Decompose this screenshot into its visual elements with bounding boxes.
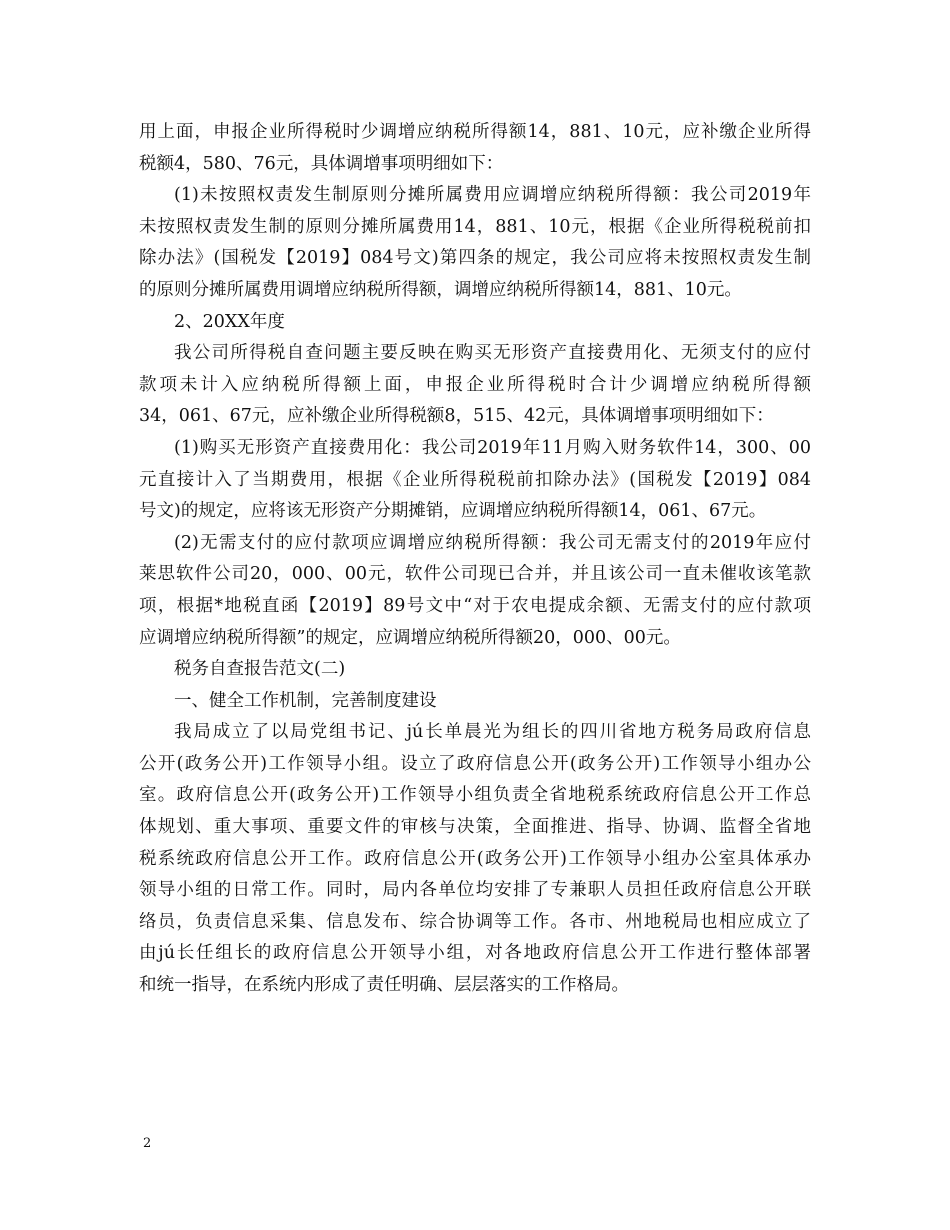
paragraph — [139, 528, 811, 654]
text-line: 一、健全工作机制，完善制度建设 — [174, 690, 437, 711]
document-body — [139, 117, 811, 1002]
text-line: (2)无需支付的应付款项应调增应纳税所得额：我公司无需支付的2019年应付 — [174, 532, 811, 553]
paragraph — [139, 338, 811, 433]
text-line: 元直接计入了当期费用，根据《企业所得税税前扣除办法》(国税发【2019】084 — [139, 469, 811, 490]
text-line: 款项未计入应纳税所得额上面，申报企业所得税时合计少调增应纳税所得额 — [139, 374, 811, 395]
text-line: 应调增应纳税所得额”的规定，应调增应纳税所得额20，000、00元。 — [139, 627, 681, 648]
text-line: (1)未按照权责发生制原则分摊所属费用应调增应纳税所得额：我公司2019年 — [174, 185, 811, 206]
text-line: 项，根据*地税直函【2019】89号文中“对于农电提成余额、无需支付的应付款项 — [139, 595, 811, 616]
text-line: 络员，负责信息采集、信息发布、综合协调等工作。各市、州地税局也相应成立了 — [139, 911, 811, 932]
text-line: 税系统政府信息公开工作。政府信息公开(政务公开)工作领导小组办公室具体承办 — [139, 848, 811, 869]
text-line: 用上面，申报企业所得税时少调增应纳税所得额14，881、10元，应补缴企业所得 — [139, 122, 811, 142]
text-line: 公开(政务公开)工作领导小组。设立了政府信息公开(政务公开)工作领导小组办公 — [139, 753, 811, 774]
text-line: 2、20XX年度 — [174, 311, 285, 332]
text-line: 由jú长任组长的政府信息公开领导小组，对各地政府信息公开工作进行整体部署 — [139, 943, 811, 964]
text-line: 莱思软件公司20，000、00元，软件公司现已合并，并且该公司一直未催收该笔款 — [139, 564, 811, 585]
text-line: 我公司所得税自查问题主要反映在购买无形资产直接费用化、无须支付的应付 — [174, 343, 811, 364]
text-line: 室。政府信息公开(政务公开)工作领导小组负责全省地税系统政府信息公开工作总 — [139, 785, 811, 806]
text-line: (1)购买无形资产直接费用化：我公司2019年11月购入财务软件14，300、00 — [174, 437, 811, 458]
page-number: 2 — [143, 1136, 152, 1151]
paragraph — [139, 180, 811, 306]
text-line: 和统一指导，在系统内形成了责任明确、层层落实的工作格局。 — [139, 975, 629, 996]
text-line: 税额4，580、76元，具体调增事项明细如下： — [139, 153, 504, 174]
text-line: 未按照权责发生制的原则分摊所属费用14，881、10元，根据《企业所得税税前扣 — [139, 216, 811, 237]
text-line: 除办法》(国税发【2019】084号文)第四条的规定，我公司应将未按照权责发生制 — [139, 248, 811, 269]
paragraph — [139, 433, 811, 528]
paragraph — [139, 117, 811, 180]
text-line: 税务自查报告范文(二) — [174, 659, 346, 680]
section-heading — [139, 686, 811, 718]
section-heading — [139, 307, 811, 339]
text-line: 34，061、67元，应补缴企业所得税额8，515、42元，具体调增事项明细如下： — [139, 406, 774, 427]
text-line: 体规划、重大事项、重要文件的审核与决策，全面推进、指导、协调、监督全省地 — [139, 817, 811, 838]
section-title — [139, 654, 811, 686]
text-line: 我局成立了以局党组书记、jú长单晨光为组长的四川省地方税务局政府信息 — [174, 722, 811, 743]
text-line: 领导小组的日常工作。同时，局内各单位均安排了专兼职人员担任政府信息公开联 — [139, 880, 811, 901]
text-line: 的原则分摊所属费用调增应纳税所得额，调增应纳税所得额14，881、10元。 — [139, 279, 742, 300]
paragraph — [139, 717, 811, 1001]
text-line: 号文)的规定，应将该无形资产分期摊销，应调增应纳税所得额14，061、67元。 — [139, 501, 767, 522]
